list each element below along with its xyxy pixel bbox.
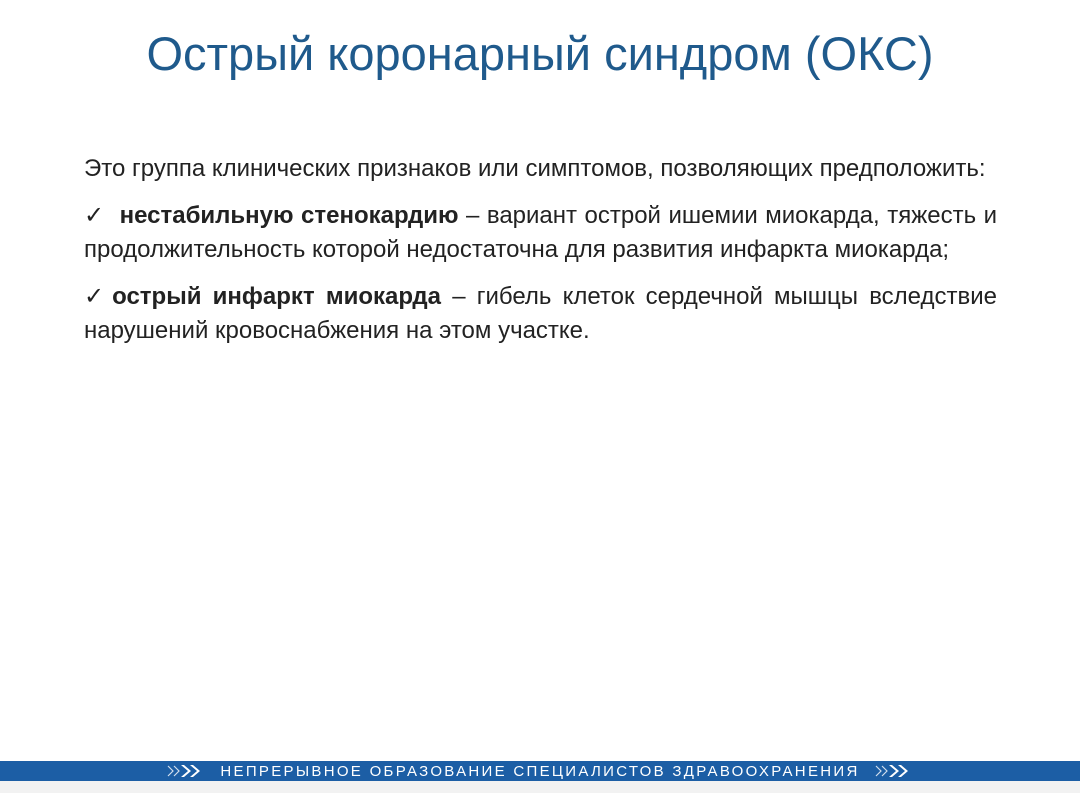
double-chevron-right-icon [166, 764, 206, 778]
double-chevron-right-icon [874, 764, 914, 778]
checkmark-icon: ✓ [84, 283, 105, 310]
bullet-item-myocardial-infarction [84, 280, 997, 348]
slide-title: Острый коронарный синдром (ОКС) [146, 27, 934, 80]
bottom-strip [0, 781, 1080, 793]
bullet-term: острый инфаркт миокарда [112, 283, 442, 310]
bullet-term: нестабильную стенокардию [119, 202, 459, 229]
footer-banner [0, 761, 1080, 781]
footer-text: НЕПРЕРЫВНОЕ ОБРАЗОВАНИЕ СПЕЦИАЛИСТОВ ЗДРАВООХРАНЕНИЯ [220, 762, 860, 780]
bullet-text: – гибель клеток сердечной мышцы вследствие нарушений кровоснабжения на этом участке. [84, 283, 997, 344]
slide-content [84, 152, 997, 361]
bullet-text: – вариант острой ишемии миокарда, тяжесть и продолжительность которой недостаточна для развития инфаркта миокарда; [84, 202, 997, 263]
intro-paragraph: Это группа клинических признаков или симптомов, позволяющих предположить: [84, 155, 986, 182]
checkmark-icon: ✓ [84, 202, 105, 229]
bullet-item-unstable-angina [84, 199, 997, 267]
